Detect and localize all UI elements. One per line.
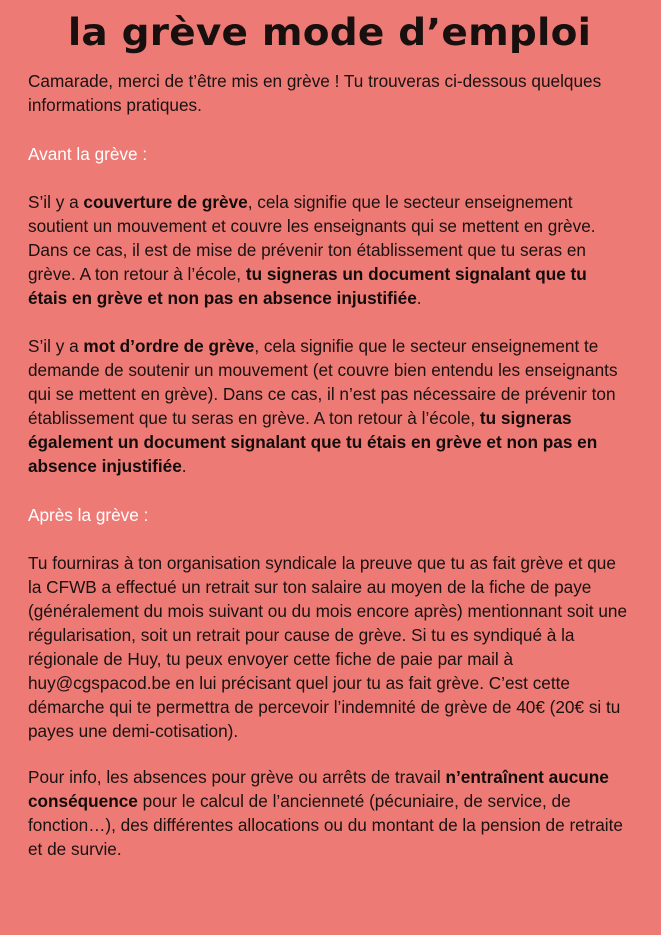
lead-paragraph: Camarade, merci de t’être mis en grève ! Tu trouveras ci-dessous quelques informations pratiques. — [28, 71, 602, 116]
paragraph-seniority-info — [28, 765, 628, 861]
text-run: . — [181, 456, 187, 477]
paragraph-strike-coverage — [28, 190, 628, 310]
emphasis-mot-dordre-de-greve: mot d’ordre de grève — [83, 336, 255, 357]
paragraph-proof-and-indemnity: Tu fourniras à ton organisation syndicale la preuve que tu as fait grève et que la CFWB a effectué un retrait sur ton salaire au moyen de la fiche de paye (généralement du mois suivant ou du mois encore après) mentionnant soit une régularisation, soit un retrait pour cause de grève. Si tu es syndiqué à la régionale de Huy, tu peux envoyer cette fiche de paie par mail à huy@cgspacod.be en lui précisant quel jour tu as fait grève. C’est cette démarche qui te permettra de percevoir l’indemnité de grève de 40€ (20€ si tu payes une demi-cotisation). — [28, 553, 628, 742]
text-run: S’il y a — [28, 336, 84, 357]
text-run: pour le calcul de l’ancienneté (pécuniaire, de service, de fonction…), des différentes allocations ou du montant de la pension de retraite et de survie. — [28, 791, 623, 860]
text-run: Pour info, les absences pour grève ou arrêts de travail — [28, 767, 446, 788]
emphasis-sign-document-1: tu signeras un document signalant que tu étais en grève et non pas en absence injustifiée — [28, 264, 587, 309]
page-title: la grève mode d’emploi — [67, 11, 592, 55]
emphasis-aucune-consequence: n’entraînent aucune conséquence — [28, 767, 609, 812]
text-run: , cela signifie que le secteur enseignement te demande de soutenir un mouvement (et couvre bien entendu les enseignants qui se mettent en grève). Dans ce cas, il n’est pas nécessaire de prévenir ton établissement que tu seras en grève. A ton retour à l’école, — [28, 336, 618, 429]
text-run: S’il y a — [28, 192, 84, 213]
section-heading-before-strike: Avant la grève : — [28, 144, 148, 165]
text-run: , cela signifie que le secteur enseignement soutient un mouvement et couvre les enseignants qui se mettent en grève. Dans ce cas, il est de mise de prévenir ton établissement que tu seras en grève. A ton retour à l’école, — [28, 192, 596, 285]
emphasis-sign-document-2: tu signeras également un document signalant que tu étais en grève et non pas en absence injustifiée — [28, 408, 598, 477]
paragraph-strike-order — [28, 334, 628, 478]
text-run: . — [416, 288, 422, 309]
emphasis-couverture-de-greve: couverture de grève — [83, 192, 248, 213]
section-heading-after-strike: Après la grève : — [28, 505, 149, 526]
